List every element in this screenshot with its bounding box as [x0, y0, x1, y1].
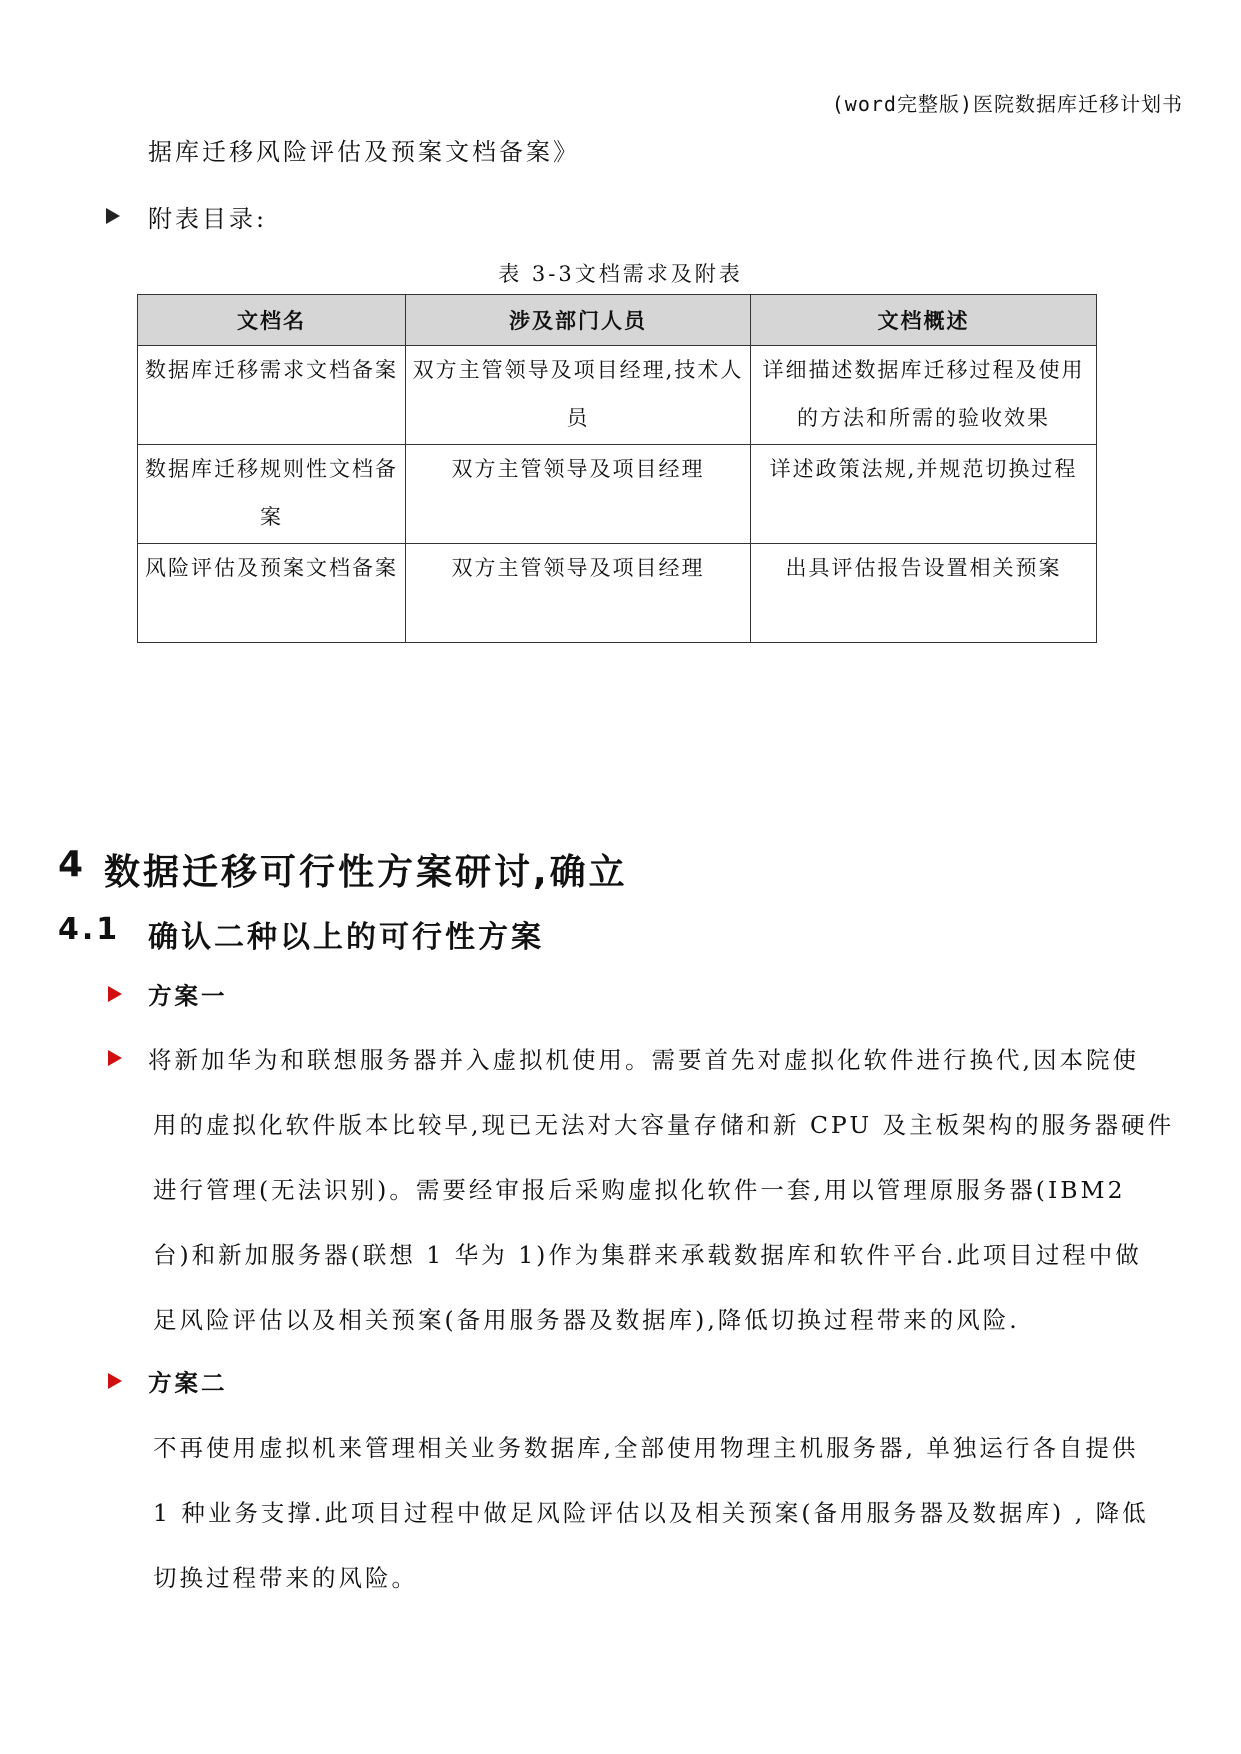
table-row — [138, 346, 1097, 445]
appendix-label: 附表目录: — [148, 205, 268, 233]
plan2-label: 方案二 — [148, 1369, 228, 1397]
bullet-arrow-icon — [106, 208, 120, 224]
red-arrow-bullet-icon — [108, 1050, 122, 1066]
plan1-line: 进行管理(无法识别)。需要经审报后采购虚拟化软件一套,用以管理原服务器(IBM2 — [153, 1176, 1126, 1204]
plan2-line: 切换过程带来的风险。 — [153, 1564, 418, 1592]
cell-summary: 出具评估报告设置相关预案 — [751, 544, 1097, 643]
section-title: 数据迁移可行性方案研讨,确立 — [104, 852, 628, 893]
column-header-doc-name: 文档名 — [138, 295, 406, 346]
section-number: 4 — [58, 844, 87, 885]
red-arrow-bullet-icon — [108, 1373, 122, 1389]
cell-people: 双方主管领导及项目经理 — [406, 544, 751, 643]
table-row — [138, 445, 1097, 544]
plan1-line: 用的虚拟化软件版本比较早,现已无法对大容量存储和新 CPU 及主板架构的服务器硬件 — [153, 1111, 1175, 1139]
cell-doc-name: 数据库迁移规则性文档备案 — [138, 445, 406, 544]
table-caption: 表 3-3文档需求及附表 — [498, 262, 743, 286]
document-table — [137, 294, 1097, 643]
plan1-line: 足风险评估以及相关预案(备用服务器及数据库),降低切换过程带来的风险. — [153, 1306, 1020, 1334]
plan2-line: 不再使用虚拟机来管理相关业务数据库,全部使用物理主机服务器, 单独运行各自提供 — [153, 1434, 1139, 1462]
column-header-summary: 文档概述 — [751, 295, 1097, 346]
red-arrow-bullet-icon — [108, 986, 122, 1002]
table-header-row — [138, 295, 1097, 346]
running-header: (word完整版)医院数据库迁移计划书 — [831, 92, 1183, 116]
cell-doc-name: 风险评估及预案文档备案 — [138, 544, 406, 643]
plan2-line: 1 种业务支撑.此项目过程中做足风险评估以及相关预案(备用服务器及数据库) , 降低 — [153, 1499, 1149, 1527]
cell-doc-name: 数据库迁移需求文档备案 — [138, 346, 406, 445]
column-header-people: 涉及部门人员 — [406, 295, 751, 346]
plan1-label: 方案一 — [148, 982, 228, 1010]
table-row — [138, 544, 1097, 643]
cell-summary: 详述政策法规,并规范切换过程 — [751, 445, 1097, 544]
cell-people: 双方主管领导及项目经理,技术人员 — [406, 346, 751, 445]
subsection-number: 4.1 — [58, 912, 121, 947]
plan1-line: 将新加华为和联想服务器并入虚拟机使用。需要首先对虚拟化软件进行换代,因本院使 — [148, 1046, 1139, 1074]
continuation-text: 据库迁移风险评估及预案文档备案》 — [148, 138, 580, 166]
cell-people: 双方主管领导及项目经理 — [406, 445, 751, 544]
subsection-title: 确认二种以上的可行性方案 — [148, 920, 544, 955]
plan1-line: 台)和新加服务器(联想 1 华为 1)作为集群来承载数据库和软件平台.此项目过程中做 — [153, 1241, 1142, 1269]
cell-summary: 详细描述数据库迁移过程及使用的方法和所需的验收效果 — [751, 346, 1097, 445]
